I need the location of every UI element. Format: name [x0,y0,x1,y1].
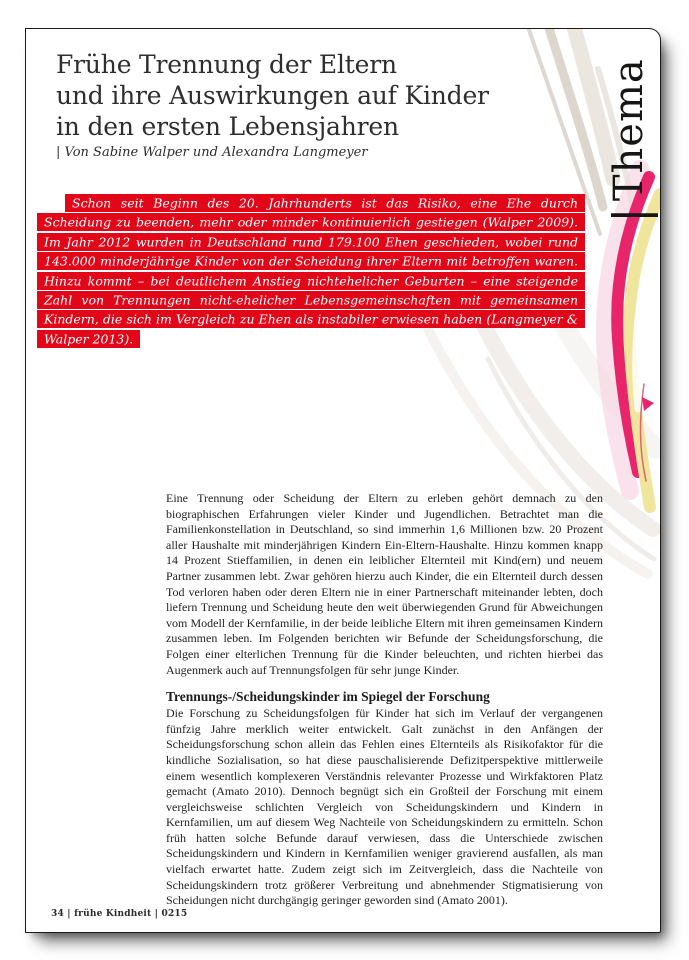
abstract-paragraph [37,194,585,349]
byline-bar: | [56,145,61,160]
body-column [166,491,603,909]
title-line: und ihre Auswirkungen auf Kinder [56,81,489,110]
byline [56,145,368,160]
footer-pagination: 34 | frühe Kindheit | 0215 [51,909,188,919]
side-label-bar: | [604,206,659,223]
article-title [56,49,536,142]
page-content [26,29,660,932]
article-page [25,28,661,933]
body-paragraph-1: Eine Trennung oder Scheidung der Eltern zu erleben gehört demnach zu den biographischen Erfahrungen vieler Kinder und Jugendlichen. Betrachtet man die Familienkonstellation in Deutschland, so sind immerhin 1,6 Millionen bzw. 20 Prozent aller Haushalte mit minderjährigen Kindern Ein-Eltern-Haushalte. Hinzu kommen knapp 14 Prozent Stieffamilien, in denen ein leiblicher Elternteil mit Kind(ern) und neuem Partner zusammen lebt. Zwar gehören hierzu auch Kinder, die ein Elternteil durch dessen Tod verloren haben oder deren Eltern nie in einer Partnerschaft miteinander lebten, doch liefern Trennung und Scheidung heute den weit überwiegenden Grund für Abweichungen vom Modell der Kernfamilie, in der beide leibliche Eltern mit ihren gemeinsamen Kindern zusammen leben. Im Folgenden berichten wir Befunde der Scheidungsforschung, die Folgen einer elterlichen Trennung für die Kinder beleuchten, und richten hierbei das Augenmerk auch auf Trennungsfolgen für sehr junge Kinder. [166,491,603,677]
side-label-text: Thema [606,58,652,202]
section-heading: Trennungs-/Scheidungskinder im Spiegel der Forschung [166,689,490,705]
abstract-highlighted-text: Schon seit Beginn des 20. Jahrhunderts ist das Risiko, eine Ehe durch Scheidung zu beenden, mehr oder minder kontinuierlich gestiegen (Walper 2009). Im Jahr 2012 wurden in Deutschland rund 179.100 Ehen geschieden, wobei rund 143.000 minderjährige Kinder von der Scheidung ihrer Eltern mit betroffen waren. Hinzu kommt – bei deutlichem Anstieg nichtehelicher Geburten – eine steigende Zahl von Trennungen nicht-ehelicher Lebensgemeinschaften mit gemeinsamen Kindern, die sich im Vergleich zu Ehen als instabiler erwiesen haben (Langmeyer & Walper 2013). [37,194,585,348]
side-label-thema [604,33,659,223]
body-paragraph-2: Die Forschung zu Scheidungsfolgen für Kinder hat sich im Verlauf der vergangenen fünfzig Jahre merklich weiter entwickelt. Galt zunächst in den Anfängen der Scheidungsforschung schon allein das Fehlen eines Elternteils als Risikofaktor für die kindliche Sozialisation, so hat diese pauschalisierende Defizitperspektive mittlerweile einem wesentlich komplexeren Verständnis relevanter Prozesse und Wirkfaktoren Platz gemacht (Amato 2010). Dennoch begnügt sich ein Großteil der Forschung mit einem vergleichsweise schlichten Vergleich von Scheidungskindern und Kindern in Kernfamilien, um auf diesem Weg Nachteile von Scheidungskindern zu ermitteln. Schon früh hatten solche Befunde darauf verwiesen, dass die Unterschiede zwischen Scheidungskindern und Kindern in Kernfamilien weniger gravierend ausfallen, als man vielfach erwartet hatte. Zudem zeigt sich im Zeitvergleich, dass die Nachteile von Scheidungskindern trotz größerer Verbreitung und abnehmender Stigmatisierung von Scheidungen nicht durchgängig geringer geworden sind (Amato 2001). [166,706,603,908]
title-line: in den ersten Lebensjahren [56,112,399,141]
title-line: Frühe Trennung der Eltern [56,50,397,79]
byline-text: Von Sabine Walper und Alexandra Langmeyer [60,145,368,160]
